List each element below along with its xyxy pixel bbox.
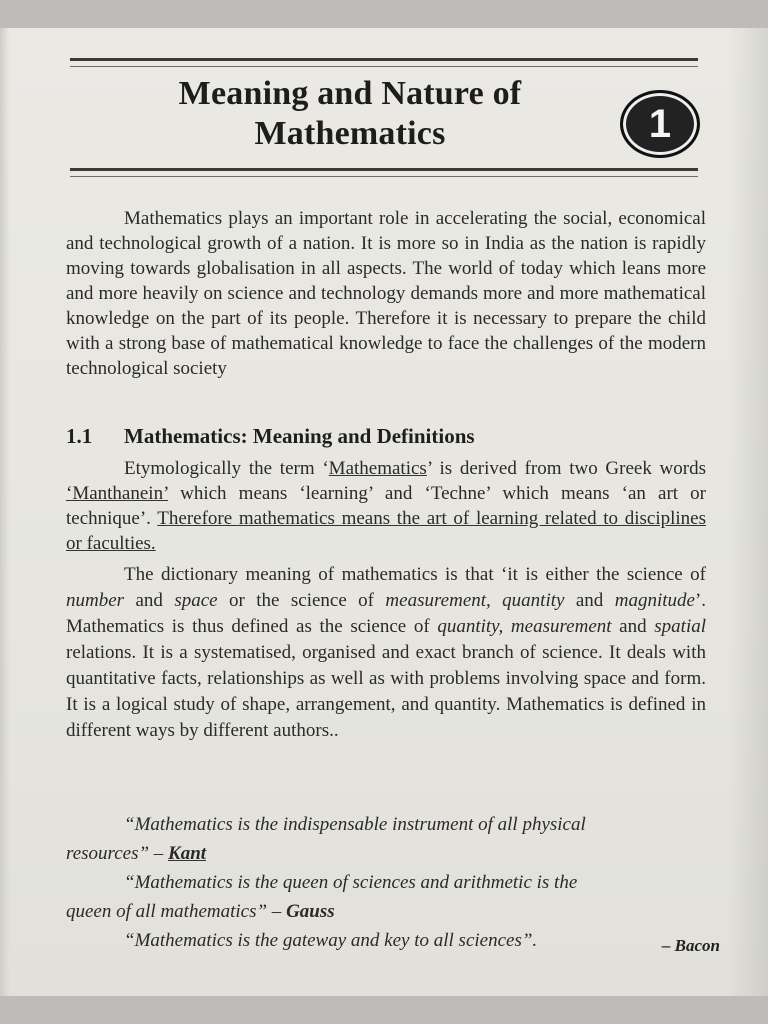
dict-italic-2: space	[174, 590, 218, 611]
dict-italic-6: spatial	[654, 616, 706, 637]
etymology-greek-word: ‘Manthanein’	[66, 483, 168, 504]
etymology-paragraph	[66, 456, 706, 556]
dictionary-paragraph	[66, 562, 706, 744]
section-heading	[66, 424, 706, 449]
top-rule-thick	[70, 58, 698, 61]
quote-kant-line-2	[66, 839, 721, 868]
bottom-rule-thin	[70, 176, 698, 177]
dict-text-6: and	[611, 616, 655, 637]
chapter-number-badge: 1	[620, 90, 700, 158]
bottom-rule-thick	[70, 168, 698, 171]
etymology-text-3: which means ‘learning’ and ‘Techne’ which means ‘an art or technique’.	[66, 483, 706, 529]
quote-gauss-line-2	[66, 897, 721, 926]
dict-text-1: The dictionary meaning of mathematics is that ‘it is either the science of	[124, 564, 706, 585]
intro-paragraph: Mathematics plays an important role in accelerating the social, economical and technological growth of a nation. It is more so in India as the nation is rapidly moving towards globalisation in all aspects. The world of today which leans more and more heavily on science and technology demands more and more mathematical knowledge on the part of its people. Therefore it is necessary to prepare the child with a strong base of mathematical knowledge to face the challenges of the modern technological society	[66, 208, 706, 379]
quote-gauss-author: Gauss	[286, 901, 335, 922]
top-rule-thin	[70, 66, 698, 67]
dict-italic-5: quantity, measurement	[437, 616, 612, 637]
page-right-shadow	[728, 28, 768, 996]
etymology-underlined-conclusion: Therefore mathematics means the art of learning related to disciplines or faculties.	[66, 508, 706, 554]
quote-bacon-author: – Bacon	[661, 936, 720, 955]
quote-kant-line-1: “Mathematics is the indispensable instrument of all physical	[124, 814, 586, 835]
chapter-title	[100, 74, 600, 154]
dict-text-5: ’. Mathematics is thus defined as the science of	[66, 590, 707, 637]
dict-italic-4: magnitude	[614, 590, 695, 611]
dict-text-4: and	[564, 590, 615, 611]
quote-gauss-tail: queen of all mathematics” –	[66, 901, 287, 922]
page-edge-shadow	[0, 28, 10, 996]
section-number: 1.1	[66, 424, 93, 448]
chapter-title-line-2: Mathematics	[254, 115, 446, 152]
quote-kant	[66, 810, 721, 868]
etymology-text-1: Etymologically the term ‘	[124, 458, 329, 479]
quote-bacon-line-1: “Mathematics is the gateway and key to all sciences”.	[124, 930, 538, 951]
book-page	[0, 28, 768, 996]
dict-text-7: relations. It is a systematised, organised and exact branch of science. It deals with quantitative facts, relationships as well as with problems involving space and form. It is a logical study of shape, arrangement, and quantity. Mathematics is defined in different ways by different authors..	[66, 642, 706, 741]
chapter-title-line-1: Meaning and Nature of	[178, 75, 522, 112]
dict-italic-3: measurement, quantity	[385, 590, 565, 611]
section-title: Mathematics: Meaning and Definitions	[124, 424, 475, 448]
dict-text-3: or the science of	[217, 590, 386, 611]
quote-kant-tail: resources” –	[66, 843, 169, 864]
etymology-text-2: ’ is derived from two Greek words	[426, 458, 706, 479]
dict-italic-1: number	[66, 590, 125, 611]
quote-gauss-line-1: “Mathematics is the queen of sciences and arithmetic is the	[124, 872, 578, 893]
quote-gauss	[66, 868, 721, 926]
dict-text-2: and	[124, 590, 175, 611]
quote-bacon	[66, 926, 721, 955]
quote-kant-author: Kant	[168, 843, 207, 864]
etymology-term: Mathematics	[328, 458, 427, 479]
